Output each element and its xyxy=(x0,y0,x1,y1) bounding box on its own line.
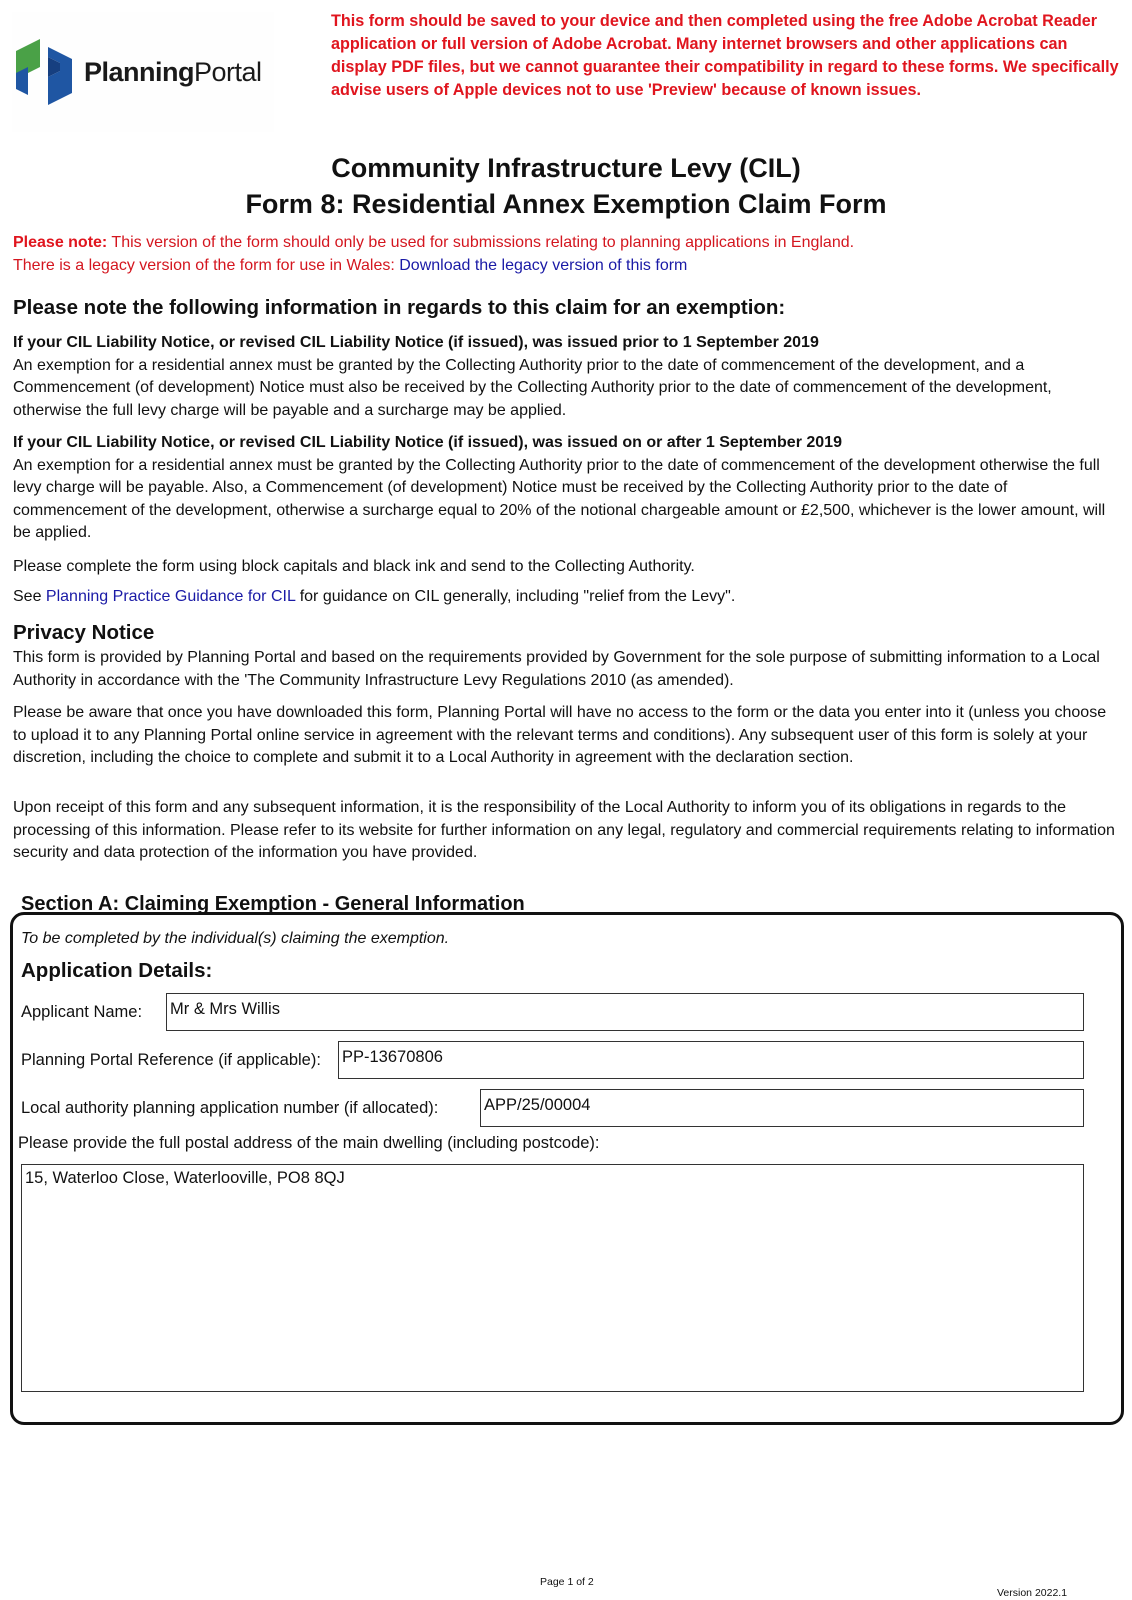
title-line-2: Form 8: Residential Annex Exemption Claim Form xyxy=(245,189,887,219)
privacy-heading: Privacy Notice xyxy=(13,621,155,644)
section-a-subtitle: To be completed by the individual(s) claiming the exemption. xyxy=(21,930,450,947)
guidance-line: See Planning Practice Guidance for CIL for guidance on CIL generally, including "relief from the Levy". xyxy=(13,588,736,605)
section-a xyxy=(10,893,1124,1425)
note-label: Please note: xyxy=(13,234,108,251)
privacy-paragraph-3: Upon receipt of this form and any subsequent information, it is the responsibility of the Local Authority to inform you of its obligations in regards to the processing of this information. Please refer to its website for further information on any legal, regulatory and commercial requirements relating to information security and data protection of the information you have provided. xyxy=(13,799,1115,861)
applicant-name-label: Applicant Name: xyxy=(21,1003,143,1021)
section-a-title: Section A: Claiming Exemption - General Information xyxy=(21,893,525,915)
please-note xyxy=(13,231,1113,277)
page-title xyxy=(0,150,1132,222)
info-block-prior-title: If your CIL Liability Notice, or revised CIL Liability Notice (if issued), was issued prior to 1 September 2019 xyxy=(13,334,819,351)
page-number: Page 1 of 2 xyxy=(540,1576,594,1588)
info-block-prior-body: An exemption for a residential annex must be granted by the Collecting Authority prior to the date of commencement of the development, and a Commencement (of development) Notice must also be received by the Collecting Authority prior to the date of commencement of the development, otherwise the full levy charge will be payable and a surcharge may be applied. xyxy=(13,356,1052,419)
privacy-paragraph-1: This form is provided by Planning Portal and based on the requirements provided by Government for the sole purpose of submitting information to a Local Authority in accordance with the 'The Community Infrastructure Levy Regulations 2010 (as amended). xyxy=(13,649,1100,689)
info-block-after-title: If your CIL Liability Notice, or revised CIL Liability Notice (if issued), was issued on or after 1 September 2019 xyxy=(13,434,842,451)
planning-portal-logo-text: PlanningPortal xyxy=(84,56,262,87)
address-field[interactable]: 15, Waterloo Close, Waterlooville, PO8 8QJ xyxy=(21,1164,1084,1392)
application-details-heading: Application Details: xyxy=(21,959,213,982)
info-block-after-body: An exemption for a residential annex must be granted by the Collecting Authority prior to the date of commencement of the development otherwise the full levy charge will be payable. Also, a Commencement (of development) Notice must be received by the Collecting Authority prior to the date of commencement of the development, otherwise a surcharge equal to 20% of the notional chargeable amount or £2,500, whichever is the lower amount, will be applied. xyxy=(13,456,1106,541)
applicant-name-field[interactable]: Mr & Mrs Willis xyxy=(166,993,1084,1031)
info-block-prior xyxy=(13,332,1121,422)
compatibility-warning: This form should be saved to your device and then completed using the free Adobe Acrobat Reader application or full version of Adobe Acrobat. Many internet browsers and other applications can display PDF files, but we cannot guarantee their compatibility in regard to these forms. We specifically advise users of Apple devices not to use 'Preview' because of known issues. xyxy=(331,12,1119,99)
note-text: This version of the form should only be used for submissions relating to planning applications in England. xyxy=(107,234,855,251)
pp-reference-field[interactable]: PP-13670806 xyxy=(338,1041,1084,1079)
la-app-number-label: Local authority planning application number (if allocated): xyxy=(21,1099,439,1117)
title-line-1: Community Infrastructure Levy (CIL) xyxy=(331,153,801,183)
version-label: Version 2022.1 xyxy=(997,1587,1068,1599)
la-app-number-field[interactable]: APP/25/00004 xyxy=(480,1089,1084,1127)
guidance-link[interactable]: Planning Practice Guidance for CIL xyxy=(45,588,296,605)
legacy-form-link[interactable]: Download the legacy version of this form xyxy=(399,257,688,274)
privacy-paragraph-2: Please be aware that once you have downloaded this form, Planning Portal will have no access to the form or the data you enter into it (unless you choose to upload it to any Planning Portal online service in agreement with the relevant terms and conditions). Any subsequent user of this form is solely at your discretion, including the choice to complete and submit it to a Local Authority in agreement with the declaration section. xyxy=(13,704,1107,766)
complete-instruction: Please complete the form using block capitals and black ink and send to the Collecting Authority. xyxy=(13,558,695,575)
info-heading: Please note the following information in regards to this claim for an exemption: xyxy=(13,296,786,319)
info-block-after xyxy=(13,432,1121,545)
wales-note-text: There is a legacy version of the form for use in Wales: xyxy=(13,257,400,274)
planning-portal-logo xyxy=(12,12,274,132)
pp-reference-label: Planning Portal Reference (if applicable): xyxy=(21,1051,321,1069)
planning-portal-logo-icon xyxy=(14,37,74,107)
address-label: Please provide the full postal address of the main dwelling (including postcode): xyxy=(18,1134,600,1152)
